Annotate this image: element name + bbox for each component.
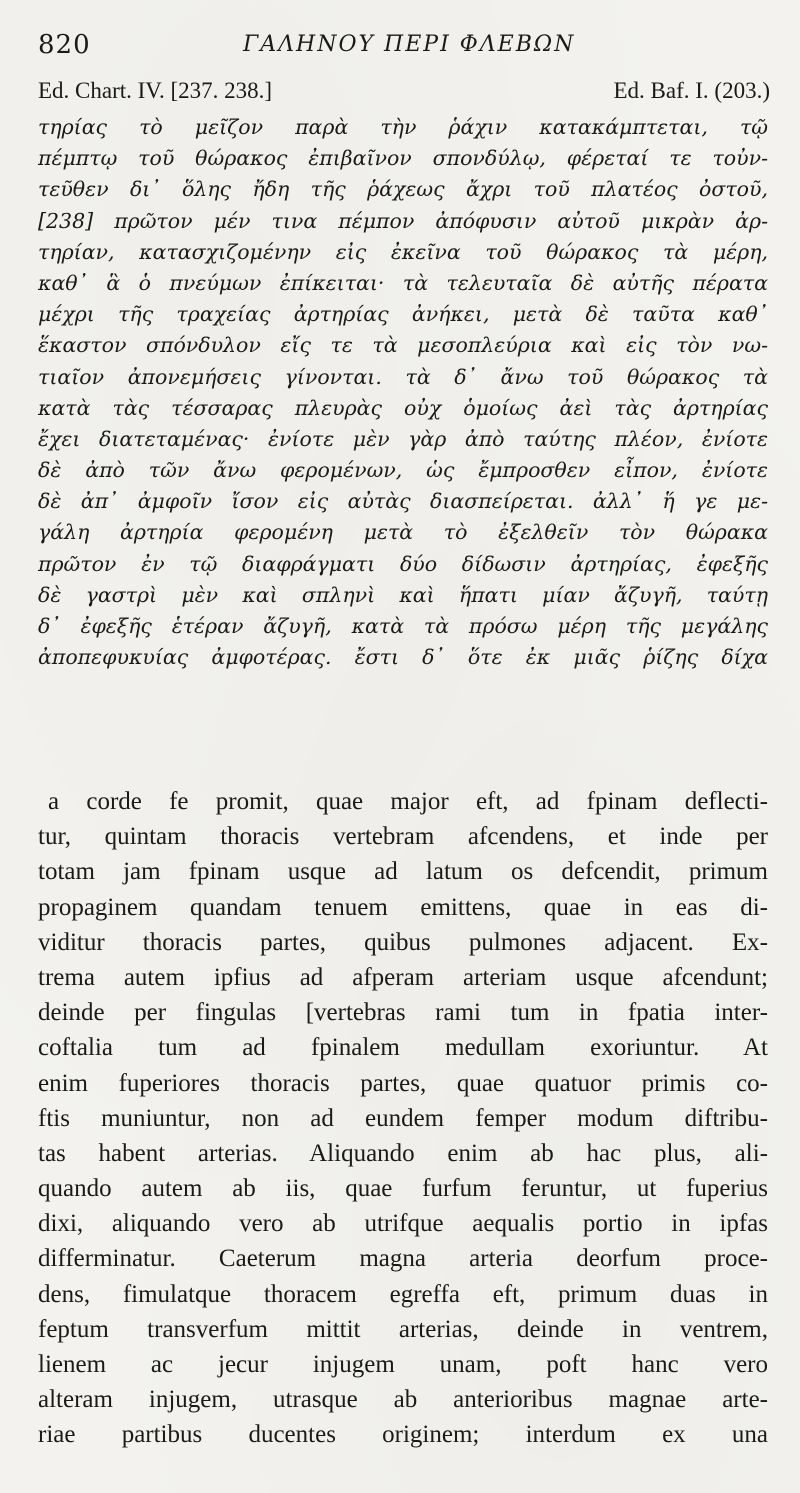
edition-reference-right: Ed. Baf. I. (203.): [613, 78, 770, 103]
latin-line: lienem ac jecur injugem unam, poft hanc vero: [38, 1351, 768, 1378]
greek-line: τεῦθεν δι᾽ ὅλης ἤδη τῆς ῥάχεως ἄχρι τοῦ πλατέος ὀστοῦ,: [38, 177, 768, 202]
greek-text-block: [38, 112, 768, 673]
latin-line: coftalia tum ad fpinalem medullam exoriuntur. At: [38, 1034, 768, 1062]
greek-line: τιαῖον ἀπονεμήσεις γίνονται. τὰ δ᾽ ἄνω τοῦ θώρακος τὰ: [38, 364, 768, 389]
greek-line: πρῶτον ἐν τῷ διαφράγματι δύο δίδωσιν ἀρτηρίας, ἐφεξῆς: [38, 551, 768, 576]
running-title: ΓΑΛΗΝΟΥ ΠΕΡΙ ΦΛΕΒΩΝ: [243, 32, 576, 57]
greek-line: τηρίαν, κατασχιζομένην εἰς ἐκεῖνα τοῦ θώρακος τὰ μέρη,: [38, 239, 768, 264]
latin-line: ftis muniuntur, non ad eundem femper modum diftribu-: [38, 1104, 768, 1132]
latin-line: viditur thoracis partes, quibus pulmones adjacent. Ex-: [38, 928, 768, 956]
greek-line: ἀποπεφυκυίας ἀμφοτέρας. ἔστι δ᾽ ὅτε ἐκ μιᾶς ῥίζης δίχα: [38, 645, 768, 670]
latin-line: enim fuperiores thoracis partes, quae quatuor primis co-: [38, 1069, 768, 1097]
greek-line: καθ᾽ ἃ ὁ πνεύμων ἐπίκειται· τὰ τελευταῖα δὲ αὐτῆς πέρατα: [38, 270, 768, 295]
latin-line: dens, fimulatque thoracem egreffa eft, primum duas in: [38, 1280, 768, 1308]
greek-line: δ᾽ ἐφεξῆς ἑτέραν ἄζυγῆ, κατὰ τὰ πρόσω μέρη τῆς μεγάλης: [38, 614, 768, 638]
latin-line: tas habent arterias. Aliquando enim ab hac plus, ali-: [38, 1139, 768, 1167]
greek-line: δὲ ἀπ᾽ ἀμφοῖν ἴσον εἰς αὐτὰς διασπείρεται. ἀλλ᾽ ἥ γε με-: [38, 489, 768, 514]
edition-reference-left: Ed. Chart. IV. [237. 238.]: [38, 78, 273, 103]
latin-line: dixi, aliquando vero ab utrifque aequalis portio in ipfas: [38, 1210, 768, 1238]
latin-line: differminatur. Caeterum magna arteria deorfum proce-: [38, 1245, 768, 1273]
latin-line: a corde fe promit, quae major eft, ad fpinam deflecti-: [48, 788, 768, 815]
greek-line: κατὰ τὰς τέσσαρας πλευρὰς οὐχ ὁμοίως ἀεὶ τὰς ἀρτηρίας: [38, 395, 768, 420]
page-header: [38, 26, 770, 66]
latin-line: trema autem ipfius ad afperam arteriam usque afcendunt;: [38, 963, 768, 991]
greek-line: ἕκαστον σπόνδυλον εἴς τε τὰ μεσοπλεύρια καὶ εἰς τὸν νω-: [38, 333, 768, 358]
latin-line: propaginem quandam tenuem emittens, quae in eas di-: [38, 893, 768, 921]
latin-line: quando autem ab iis, quae furfum feruntur, ut fuperius: [38, 1175, 768, 1203]
greek-line: γάλη ἀρτηρία φερομένη μετὰ τὸ ἐξελθεῖν τὸν θώρακα: [38, 520, 768, 545]
latin-line: feptum transverfum mittit arterias, deinde in ventrem,: [38, 1315, 768, 1343]
latin-line: alteram injugem, utrasque ab anterioribus magnae arte-: [38, 1386, 768, 1414]
edition-reference-line: [38, 78, 770, 108]
greek-line: ἔχει διατεταμένας· ἐνίοτε μὲν γὰρ ἀπὸ ταύτης πλέον, ἐνίοτε: [38, 426, 768, 451]
greek-line: δὲ ἀπὸ τῶν ἄνω φερομένων, ὡς ἔμπροσθεν εἶπον, ἐνίοτε: [38, 458, 768, 483]
latin-text-block: [38, 784, 768, 1453]
latin-line: deinde per fingulas [vertebras rami tum in fpatia inter-: [38, 999, 768, 1027]
page-number: 820: [38, 30, 91, 60]
greek-line: τηρίας τὸ μεῖζον παρὰ τὴν ῥάχιν κατακάμπτεται, τῷ: [38, 115, 768, 139]
greek-line: δὲ γαστρὶ μὲν καὶ σπληνὶ καὶ ἥπατι μίαν ἄζυγῆ, ταύτῃ: [38, 582, 768, 607]
greek-line: [238] πρῶτον μέν τινα πέμπον ἀπόφυσιν αὐτοῦ μικρὰν ἀρ-: [38, 208, 768, 233]
greek-line: μέχρι τῆς τραχείας ἀρτηρίας ἀνήκει, μετὰ δὲ ταῦτα καθ᾽: [38, 302, 768, 327]
latin-line: totam jam fpinam usque ad latum os defcendit, primum: [38, 858, 768, 886]
latin-line: riae partibus ducentes originem; interdum ex una: [38, 1421, 768, 1449]
latin-line: tur, quintam thoracis vertebram afcendens, et inde per: [38, 823, 768, 851]
greek-line: πέμπτῳ τοῦ θώρακος ἐπιβαῖνον σπονδύλῳ, φέρεταί τε τοὐν-: [38, 146, 768, 171]
